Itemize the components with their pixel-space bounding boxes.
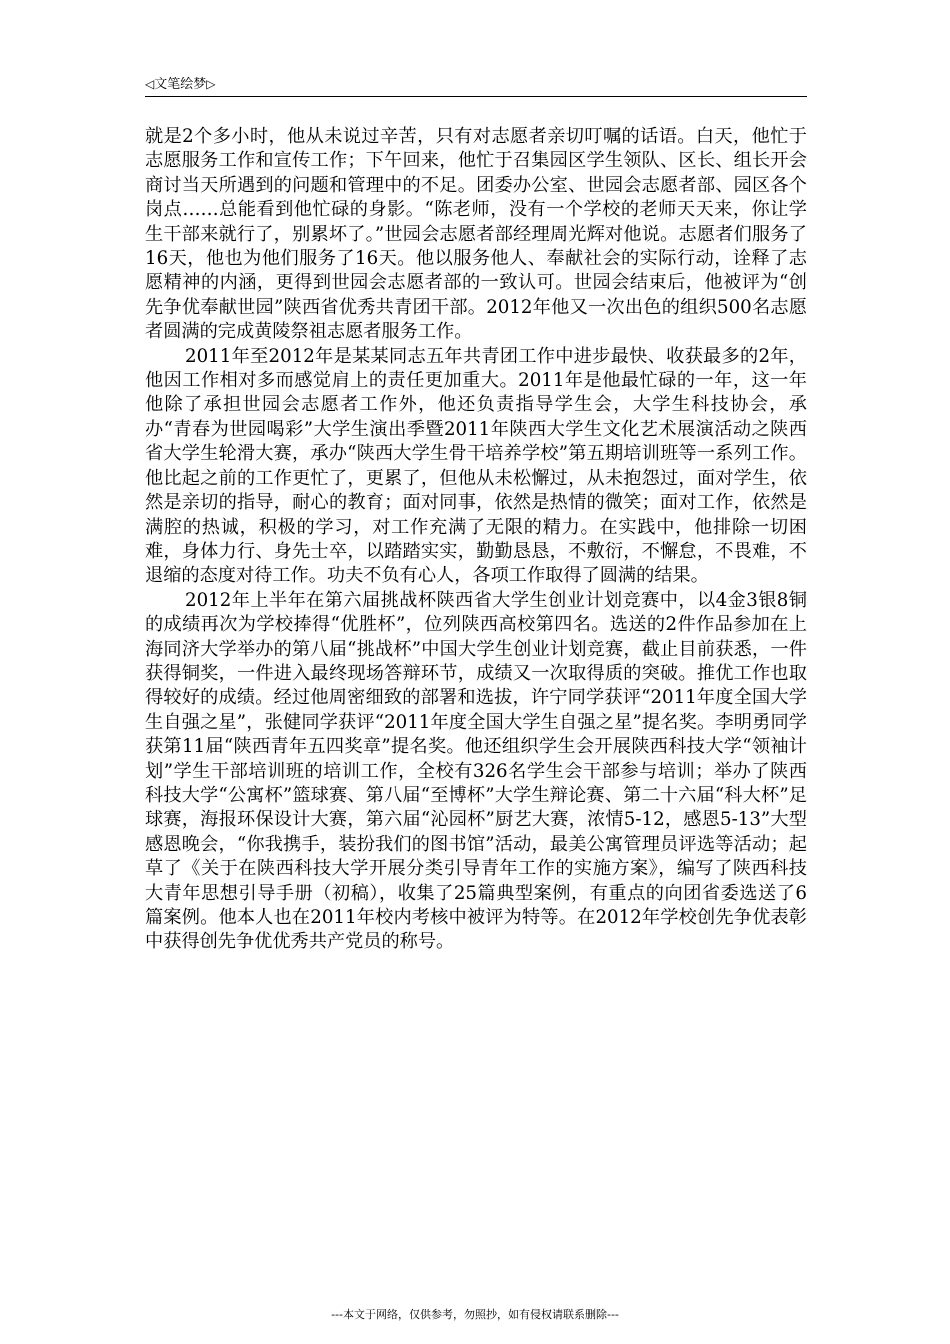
right-triangle-icon: ▷ xyxy=(206,77,216,91)
page-footer-disclaimer: ---本文于网络，仅供参考，勿照抄，如有侵权请联系删除--- xyxy=(331,1308,619,1321)
header-title: 文笔绘梦 xyxy=(154,77,207,92)
paragraph-3: 2012年上半年在第六届挑战杯陕西省大学生创业计划竞赛中，以4金3银8铜的成绩再次为学校捧得“优胜杯”，位列陕西高校第四名。选送的2件作品参加在上海同济大学举办的第八届“挑战杯”中国大学生创业计划竞赛，截止目前获悉，一件获得铜奖，一件进入最终现场答辩环节，成绩又一次取得质的突破。推优工作也取得较好的成绩。经过他周密细致的部署和选拔，许宁同学获评“2011年度全国大学生自强之星”，张健同学获评“2011年度全国大学生自强之星”提名奖。李明勇同学获第11届“陕西青年五四奖章”提名奖。他还组织学生会开展陕西科技大学“领袖计划”学生干部培训班的培训工作，全校有326名学生会干部参与培训；举办了陕西科技大学“公寓杯”篮球赛、第八届“至博杯”大学生辩论赛、第二十六届“科大杯”足球赛，海报环保设计大赛，第六届“沁园杯”厨艺大赛，浓情5-12，感恩5-13”大型感恩晚会，“你我携手，装扮我们的图书馆”活动，最美公寓管理员评选等活动；起草了《关于在陕西科技大学开展分类引导青年工作的实施方案》，编写了陕西科技大青年思想引导手册（初稿），收集了25篇典型案例，有重点的向团省委选送了6篇案例。他本人也在2011年校内考核中被评为特等。在2012年学校创先争优表彰中获得创先争优优秀共产党员的称号。 xyxy=(145,589,807,953)
page-header xyxy=(145,70,807,97)
document-body xyxy=(145,125,807,955)
paragraph-1: 就是2个多小时，他从未说过辛苦，只有对志愿者亲切叮嘱的话语。白天，他忙于志愿服务工作和宣传工作；下午回来，他忙于召集园区学生领队、区长、组长开会商讨当天所遇到的问题和管理中的不足。团委办公室、世园会志愿者部、园区各个岗点……总能看到他忙碌的身影。“陈老师，没有一个学校的老师天天来，你让学生干部来就行了，别累坏了。”世园会志愿者部经理周光辉对他说。志愿者们服务了16天，他也为他们服务了16天。他以服务他人、奉献社会的实际行动，诠释了志愿精神的内涵，更得到世园会志愿者部的一致认可。世园会结束后，他被评为“创先争优奉献世园”陕西省优秀共青团干部。2012年他又一次出色的组织500名志愿者圆满的完成黄陵祭祖志愿者服务工作。 xyxy=(145,126,807,343)
header-title-group xyxy=(145,73,215,92)
left-triangle-icon: ◁ xyxy=(145,77,155,91)
paragraph-2: 2011年至2012年是某某同志五年共青团工作中进步最快、收获最多的2年，他因工作相对多而感觉肩上的责任更加重大。2011年是他最忙碌的一年，这一年他除了承担世园会志愿者工作外，他还负责指导学生会，大学生科技协会，承办“青春为世园喝彩”大学生演出季暨2011年陕西大学生文化艺术展演活动之陕西省大学生轮滑大赛，承办“陕西大学生骨干培养学校”第五期培训班等一系列工作。他比起之前的工作更忙了，更累了，但他从未松懈过，从未抱怨过，面对学生，依然是亲切的指导，耐心的教育；面对同事，依然是热情的微笑；面对工作，依然是满腔的热诚，积极的学习，对工作充满了无限的精力。在实践中，他排除一切困难，身体力行、身先士卒，以踏踏实实，勤勤恳恳，不敷衍，不懈怠，不畏难，不退缩的态度对待工作。功夫不负有心人，各项工作取得了圆满的结果。 xyxy=(145,345,807,587)
